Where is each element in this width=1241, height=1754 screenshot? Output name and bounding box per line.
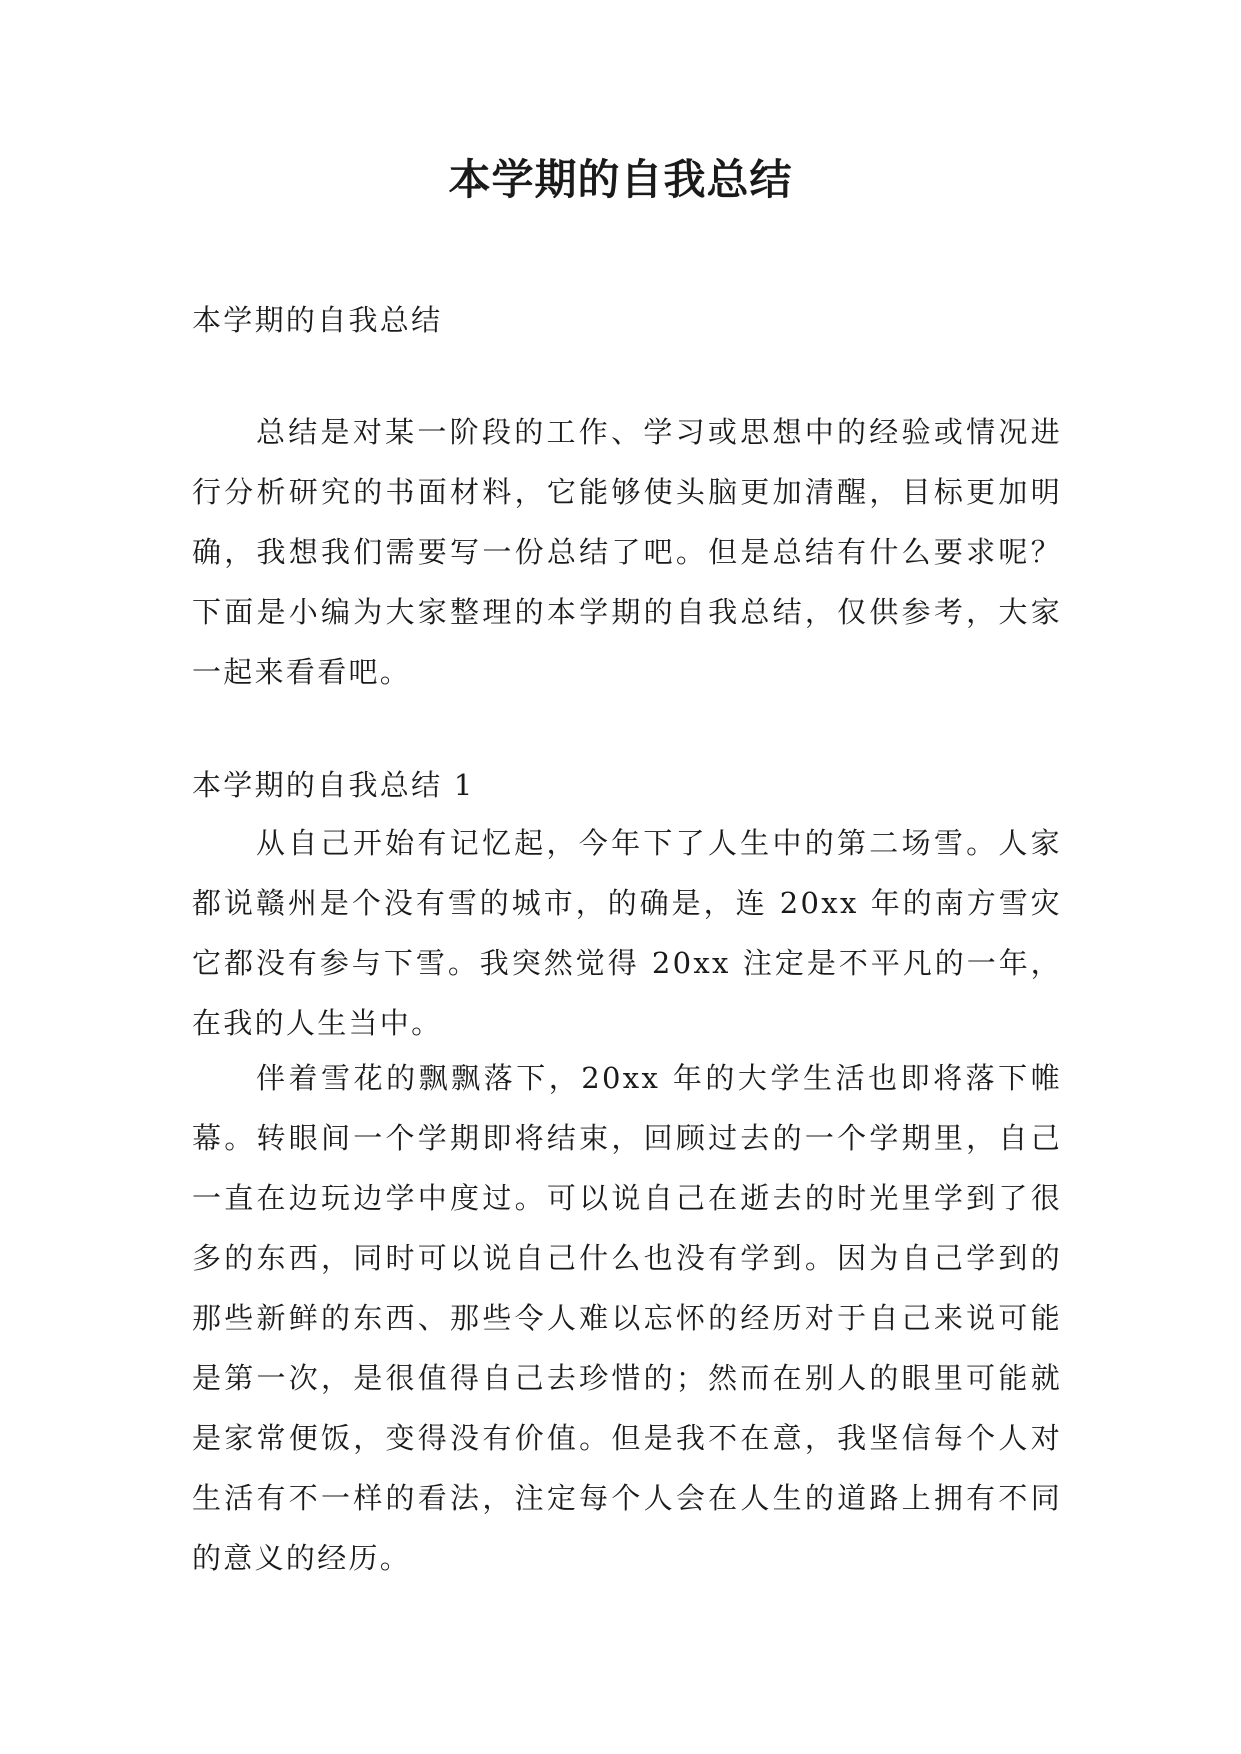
intro-paragraph: 总结是对某一阶段的工作、学习或思想中的经验或情况进行分析研究的书面材料，它能够使头脑更加清醒，目标更加明确，我想我们需要写一份总结了吧。但是总结有什么要求呢？下面是小编为大家整理的本学期的自我总结，仅供参考，大家一起来看看吧。: [192, 415, 1062, 689]
section-heading: 本学期的自我总结 1: [192, 768, 475, 802]
body-paragraph: 伴着雪花的飘飘落下，20xx 年的大学生活也即将落下帷幕。转眼间一个学期即将结束，回顾过去的一个学期里，自己一直在边玩边学中度过。可以说自己在逝去的时光里学到了很多的东西，同时可以说自己什么也没有学到。因为自己学到的那些新鲜的东西、那些令人难以忘怀的经历对于自己来说可能是第一次，是很值得自己去珍惜的；然而在别人的眼里可能就是家常便饭，变得没有价值。但是我不在意，我坚信每个人对生活有不一样的看法，注定每个人会在人生的道路上拥有不同的意义的经历。: [192, 1061, 1062, 1575]
body-paragraph: 从自己开始有记忆起，今年下了人生中的第二场雪。人家都说赣州是个没有雪的城市，的确是，连 20xx 年的南方雪灾它都没有参与下雪。我突然觉得 20xx 注定是不平凡的一年，在我的人生当中。: [192, 826, 1062, 1040]
document-subtitle: 本学期的自我总结: [192, 303, 443, 337]
document-title: 本学期的自我总结: [448, 155, 793, 204]
